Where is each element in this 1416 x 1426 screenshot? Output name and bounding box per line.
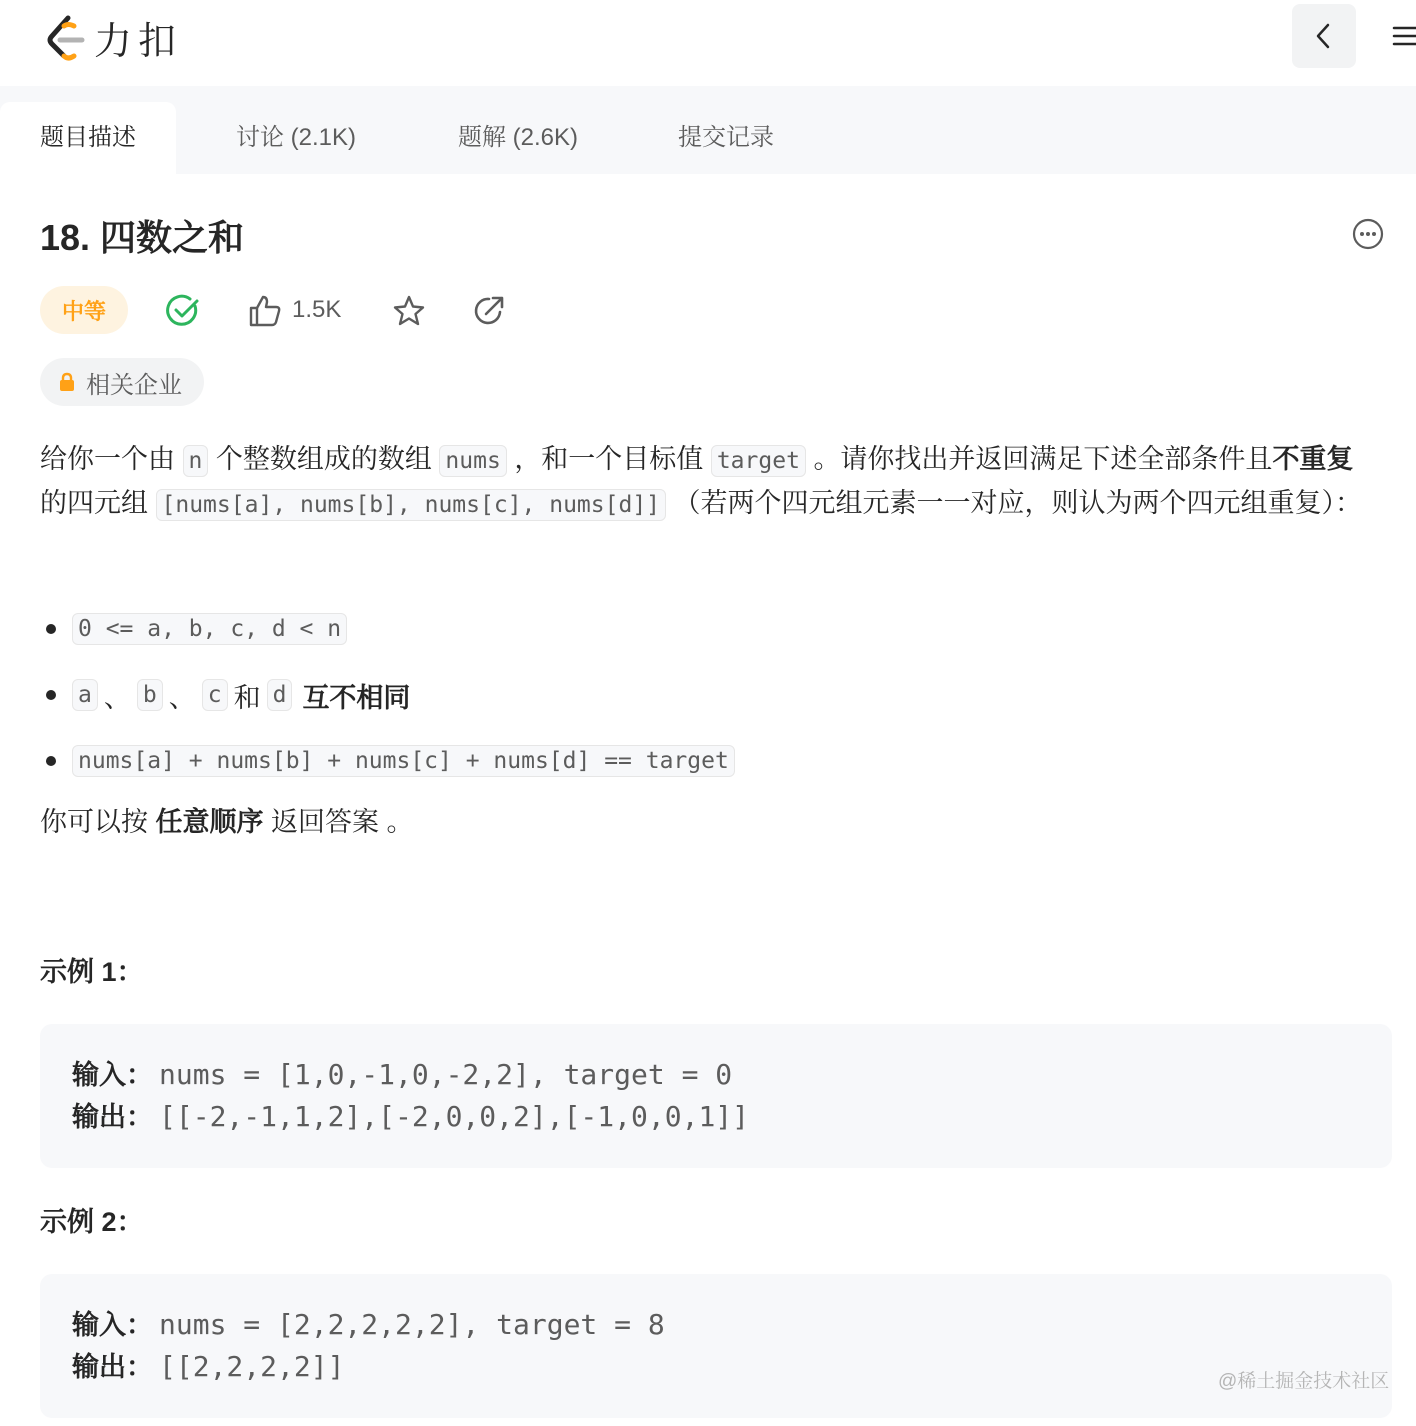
desc-bold: 不重复: [1272, 444, 1354, 474]
like-count: 1.5K: [292, 296, 342, 323]
example-box: [40, 1274, 1392, 1418]
back-button[interactable]: [1292, 4, 1356, 68]
example-box: [40, 1024, 1392, 1168]
example-title: 示例 2：: [40, 1207, 144, 1237]
desc-text: 。请你找出并返回满足下述全部条件且: [813, 444, 1273, 474]
example-output-line: [72, 1096, 1360, 1138]
share-icon[interactable]: [472, 294, 506, 328]
desc-text: 你可以按: [40, 807, 148, 837]
separator: 、: [168, 682, 196, 713]
lock-icon: [58, 372, 76, 392]
tab-solutions[interactable]: 题解 (2.6K): [457, 124, 579, 151]
hamburger-menu-icon: [1390, 24, 1416, 48]
chevron-left-icon: [1313, 21, 1335, 51]
star-icon[interactable]: [392, 294, 426, 328]
desc-text: 返回答案 。: [271, 807, 414, 837]
inline-code: target: [711, 445, 806, 477]
example-input-label: 输入：: [72, 1060, 153, 1090]
example-input-label: 输入：: [72, 1310, 153, 1340]
example-input-line: [72, 1054, 1360, 1096]
company-tag-button[interactable]: [40, 358, 204, 406]
example-output-label: 输出：: [72, 1352, 153, 1382]
example-title: 示例 1：: [40, 957, 144, 987]
problem-title: 18. 四数之和: [40, 217, 245, 258]
list-item: [40, 728, 1380, 794]
desc-text: 的四元组: [40, 488, 148, 518]
thumbs-up-icon[interactable]: [248, 294, 282, 328]
leetcode-logo-icon: [44, 14, 86, 62]
desc-bold: 互不相同: [302, 682, 411, 713]
watermark: @稀土掘金技术社区: [1218, 1371, 1390, 1392]
conditions-list: [40, 596, 1380, 794]
tab-description[interactable]: 题目描述: [0, 102, 176, 174]
example-input-line: [72, 1304, 1360, 1346]
any-order-note: [40, 800, 414, 844]
difficulty-badge: 中等: [40, 286, 128, 334]
inline-code: b: [137, 679, 163, 711]
logo-text: 力扣: [94, 19, 183, 63]
inline-code: d: [267, 679, 293, 711]
problem-description: [40, 438, 1380, 526]
company-tag-label: 相关企业: [86, 371, 182, 399]
separator: 、: [103, 682, 131, 713]
list-item: [40, 596, 1380, 662]
inline-code: 0 <= a, b, c, d < n: [72, 613, 347, 645]
conjunction: 和: [233, 682, 261, 713]
menu-button[interactable]: [1390, 20, 1416, 52]
desc-bold: 任意顺序: [155, 807, 264, 837]
desc-text: 给你一个由: [40, 444, 175, 474]
inline-code: c: [202, 679, 228, 711]
desc-text: 个整数组成的数组: [215, 444, 432, 474]
example-output-value: [[2,2,2,2]]: [159, 1350, 345, 1383]
list-item: [40, 662, 1380, 728]
inline-code: [nums[a], nums[b], nums[c], nums[d]]: [156, 489, 667, 521]
inline-code: nums: [439, 445, 506, 477]
more-icon[interactable]: [1352, 218, 1384, 250]
desc-text: ，和一个目标值: [514, 444, 704, 474]
example-output-label: 输出：: [72, 1102, 153, 1132]
example-output-line: [72, 1346, 1360, 1388]
inline-code: a: [72, 679, 98, 711]
tab-bar: [0, 86, 1416, 174]
tab-discussion[interactable]: 讨论 (2.1K): [235, 124, 357, 151]
example-input-value: nums = [2,2,2,2,2], target = 8: [159, 1308, 665, 1341]
tab-submissions[interactable]: 提交记录: [678, 124, 774, 151]
desc-text: （若两个四元组元素一一对应，则认为两个四元组重复）：: [673, 488, 1363, 518]
top-bar: [0, 0, 1416, 86]
inline-code: nums[a] + nums[b] + nums[c] + nums[d] == target: [72, 745, 735, 777]
example-input-value: nums = [1,0,-1,0,-2,2], target = 0: [159, 1058, 733, 1091]
inline-code: n: [183, 445, 209, 477]
example-output-value: [[-2,-1,1,2],[-2,0,0,2],[-1,0,0,1]]: [159, 1100, 750, 1133]
logo[interactable]: [44, 10, 182, 65]
problem-meta-row: [40, 286, 640, 336]
check-circle-icon: [166, 294, 200, 328]
